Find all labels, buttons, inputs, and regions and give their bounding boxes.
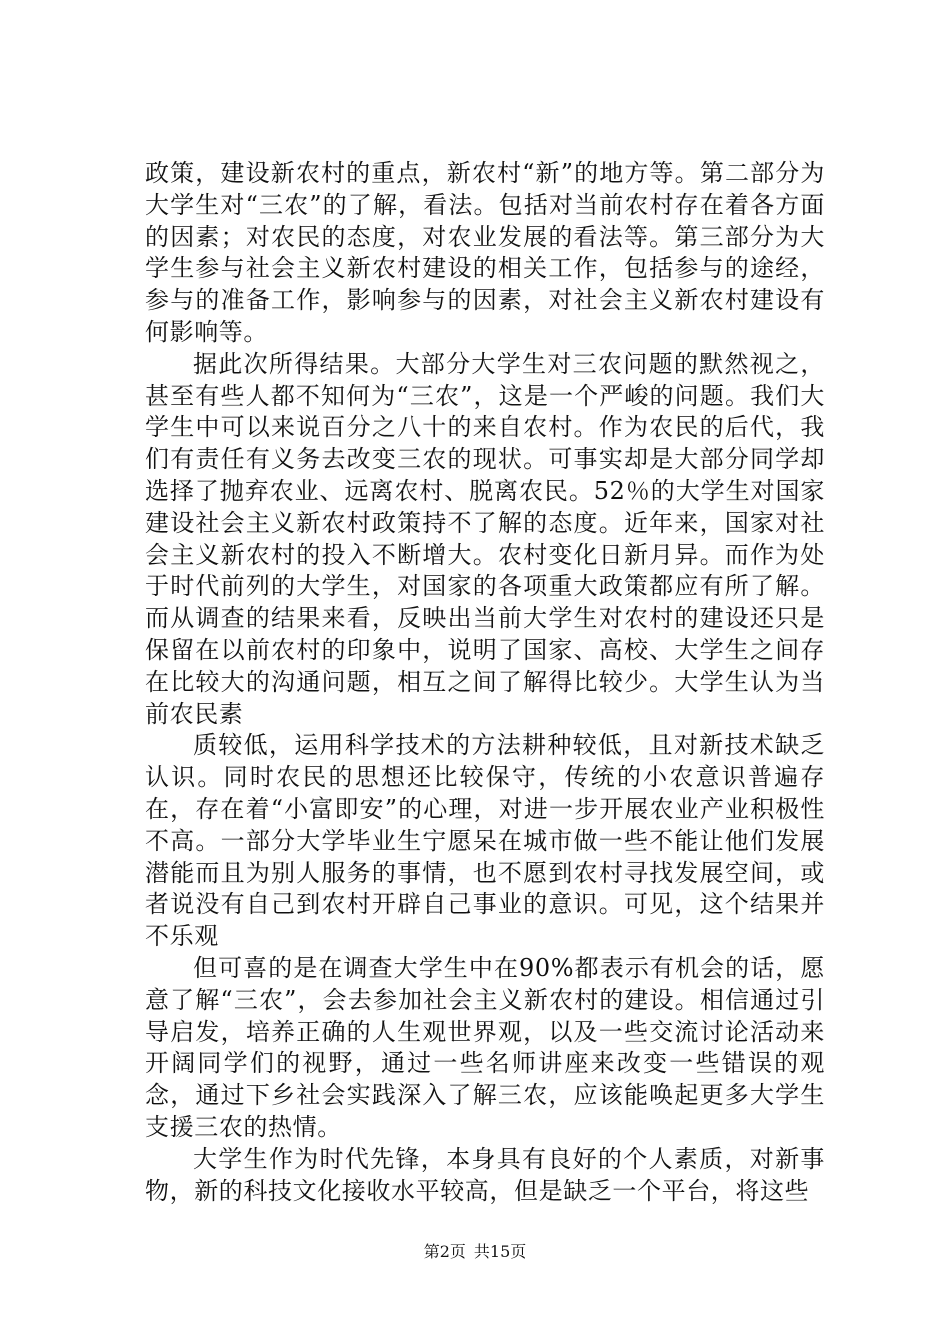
paragraph-4: 但可喜的是在调查大学生中在90%都表示有机会的话，愿意了解“三农”，会去参加社会主义新农村的建设。相信通过引导启发，培养正确的人生观世界观，以及一些交流讨论活动来开阔同学们的视野，通过一些名师讲座来改变一些错误的观念，通过下乡社会实践深入了解三农，应该能唤起更多大学生支援三农的热情。 (145, 953, 825, 1141)
page-total: 共15页 (473, 1242, 527, 1261)
page-number: 第2页 (423, 1242, 466, 1261)
page-footer (0, 1240, 950, 1264)
paragraph-2: 据此次所得结果。大部分大学生对三农问题的默然视之，甚至有些人都不知何为“三农”，这是一个严峻的问题。我们大学生中可以来说百分之八十的来自农村。作为农民的后代，我们有责任有义务去改变三农的现状。可事实却是大部分同学却选择了抛弃农业、远离农村、脱离农民。52％的大学生对国家建设社会主义新农村政策持不了解的态度。近年来，国家对社会主义新农村的投入不断增大。农村变化日新月异。而作为处于时代前列的大学生，对国家的各项重大政策都应有所了解。而从调查的结果来看，反映出当前大学生对农村的建设还只是保留在以前农村的印象中，说明了国家、高校、大学生之间存在比较大的沟通问题，相互之间了解得比较少。大学生认为当前农民素 (145, 349, 825, 728)
body-text (145, 158, 825, 1207)
paragraph-3: 质较低，运用科学技术的方法耕种较低，且对新技术缺乏认识。同时农民的思想还比较保守，传统的小农意识普遍存在，存在着“小富即安”的心理，对进一步开展农业产业积极性不高。一部分大学毕业生宁愿呆在城市做一些不能让他们发展潜能而且为别人服务的事情，也不愿到农村寻找发展空间，或者说没有自己到农村开辟自己事业的意识。可见，这个结果并不乐观 (145, 731, 825, 951)
paragraph-1: 政策，建设新农村的重点，新农村“新”的地方等。第二部分为大学生对“三农”的了解，看法。包括对当前农村存在着各方面的因素；对农民的态度，对农业发展的看法等。第三部分为大学生参与社会主义新农村建设的相关工作，包括参与的途经，参与的准备工作，影响参与的因素，对社会主义新农村建设有何影响等。 (145, 159, 825, 346)
paragraph-5: 大学生作为时代先锋，本身具有良好的个人素质，对新事物，新的科技文化接收水平较高，但是缺乏一个平台，将这些 (145, 1144, 825, 1205)
